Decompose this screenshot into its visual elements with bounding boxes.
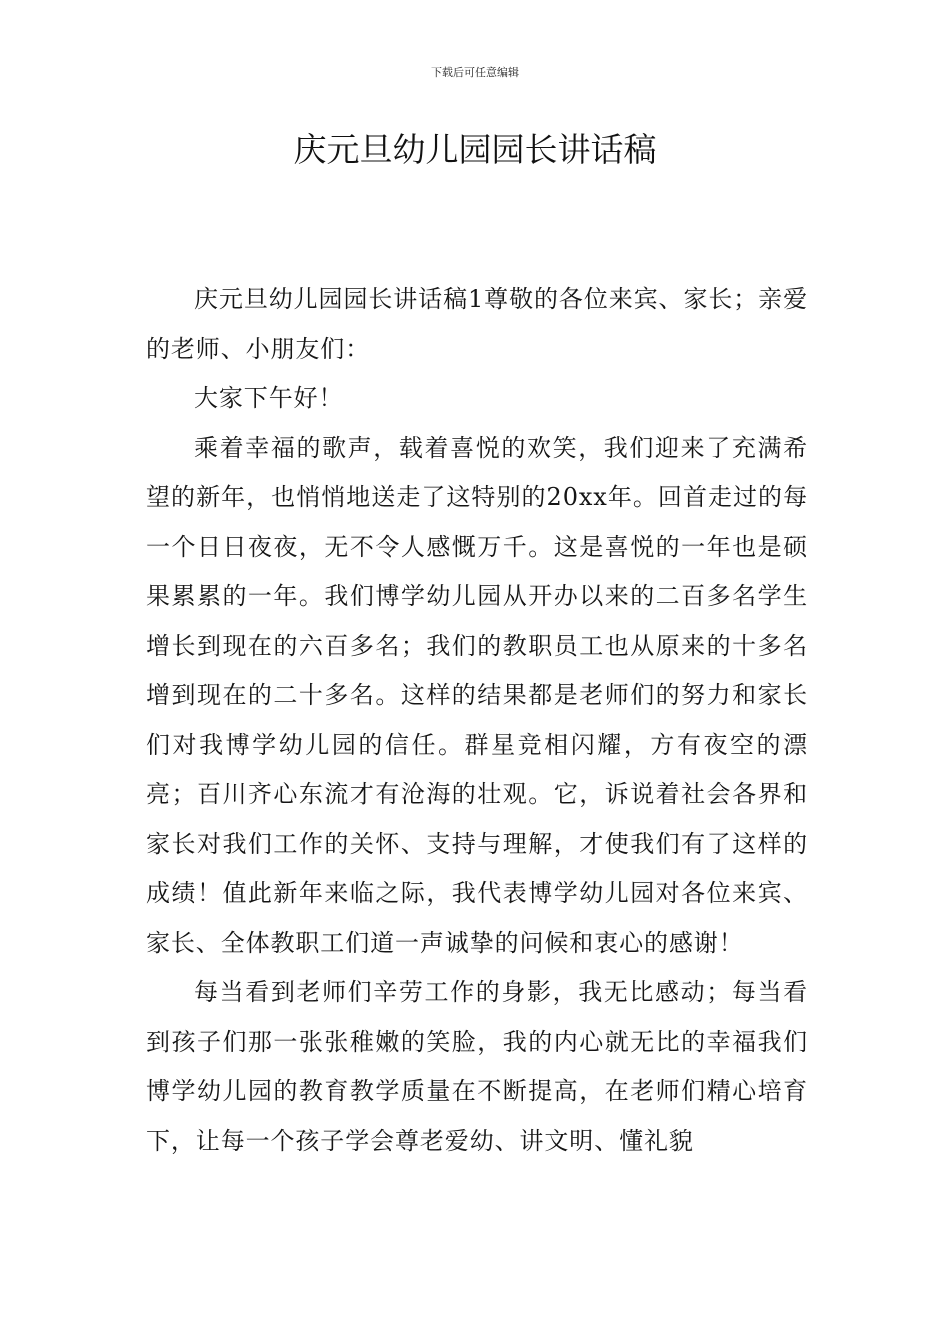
document-body (146, 275, 808, 1166)
header-note: 下载后可任意编辑 (431, 66, 519, 79)
paragraph-greeting: 庆元旦幼儿园园长讲话稿1尊敬的各位来宾、家长；亲爱的老师、小朋友们： (146, 285, 808, 363)
paragraph-review: 乘着幸福的歌声，载着喜悦的欢笑，我们迎来了充满希望的新年，也悄悄地送走了这特别的20xx年。回首走过的每一个日日夜夜，无不令人感慨万千。这是喜悦的一年也是硕果累累的一年。我们博学幼儿园从开办以来的二百多名学生增长到现在的六百多名；我们的教职员工也从原来的十多名增到现在的二十多名。这样的结果都是老师们的努力和家长们对我博学幼儿园的信任。群星竞相闪耀，方有夜空的漂亮；百川齐心东流才有沧海的壮观。它，诉说着社会各界和家长对我们工作的关怀、支持与理解，才使我们有了这样的成绩！值此新年来临之际，我代表博学幼儿园对各位来宾、家长、全体教职工们道一声诚挚的问候和衷心的感谢！ (146, 433, 808, 957)
paragraph-salutation: 大家下午好！ (194, 384, 344, 412)
document-title: 庆元旦幼儿园园长讲话稿 (293, 130, 657, 169)
paragraph-teachers: 每当看到老师们辛劳工作的身影，我无比感动；每当看到孩子们那一张张稚嫩的笑脸，我的内心就无比的幸福我们博学幼儿园的教育教学质量在不断提高，在老师们精心培育下，让每一个孩子学会尊老爱幼、讲文明、懂礼貌 (146, 978, 808, 1155)
